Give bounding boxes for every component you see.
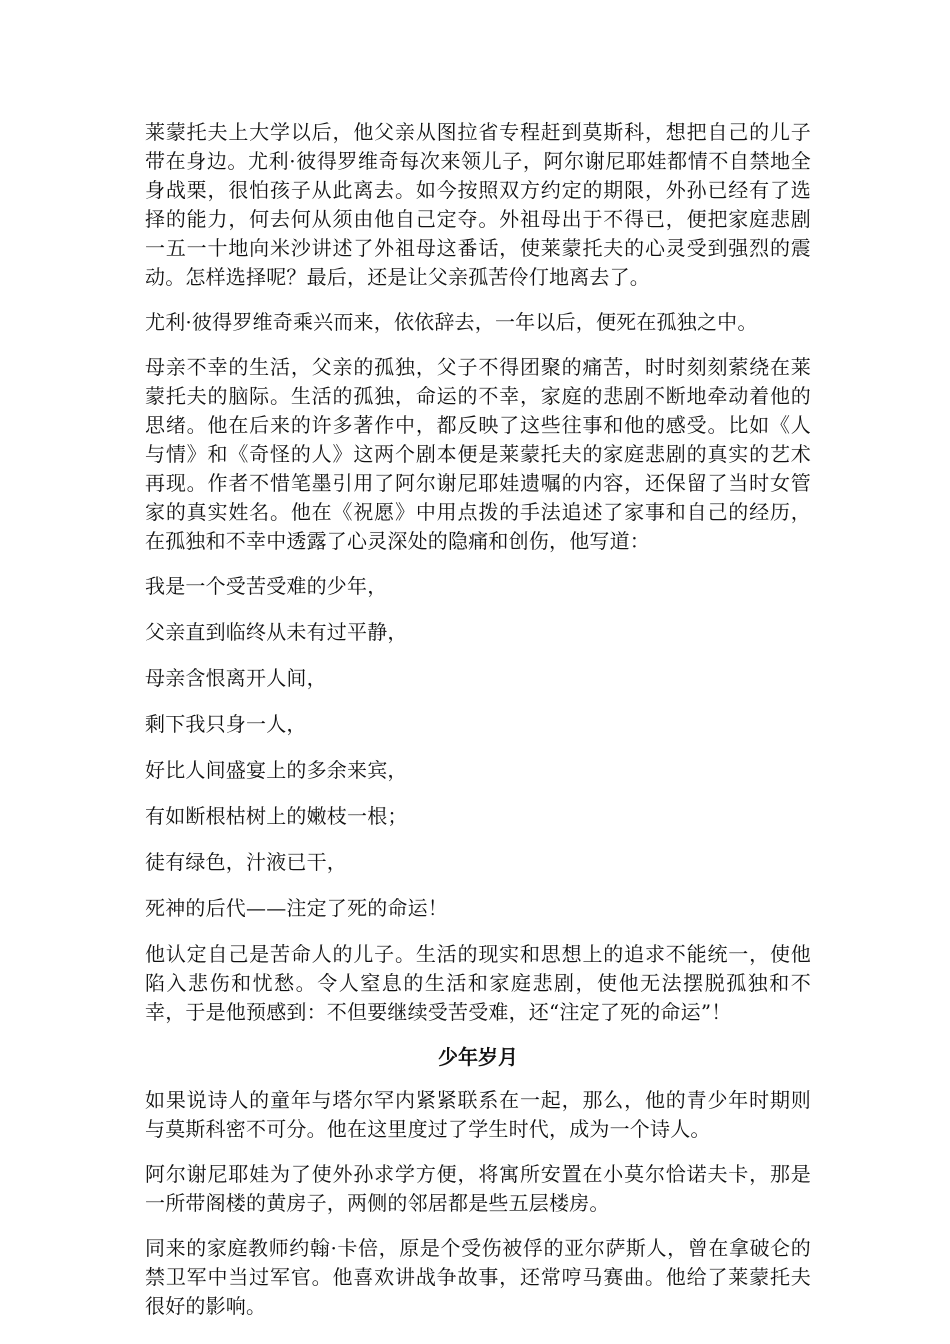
poem-line: 剩下我只身一人， — [145, 712, 307, 736]
poem — [145, 572, 811, 923]
poem-line: 好比人间盛宴上的多余来宾， — [145, 758, 408, 782]
paragraph: 他认定自己是苦命人的儿子。生活的现实和思想上的追求不能统一，使他陷入悲伤和忧愁。令人窒息的生活和家庭悲剧，使他无法摆脱孤独和不幸，于是他预感到：不但要继续受苦受难，还“注定了死的命运”！ — [145, 942, 811, 1024]
section-heading: 少年岁月 — [438, 1045, 518, 1069]
poem-line: 有如断根枯树上的嫩枝一根； — [145, 804, 408, 828]
paragraph: 尤利·彼得罗维奇乘兴而来，依依辞去，一年以后，便死在孤独之中。 — [145, 310, 758, 334]
paragraph: 阿尔谢尼耶娃为了使外孙求学方便，将寓所安置在小莫尔恰诺夫卡，那是一所带阁楼的黄房子，两侧的邻居都是些五层楼房。 — [145, 1162, 811, 1215]
poem-line: 我是一个受苦受难的少年， — [145, 574, 388, 598]
document-page — [145, 118, 811, 1337]
poem-line: 母亲含恨离开人间， — [145, 666, 327, 690]
poem-line: 父亲直到临终从未有过平静， — [145, 620, 408, 644]
paragraph: 同来的家庭教师约翰·卡倍，原是个受伤被俘的亚尔萨斯人，曾在拿破仑的禁卫军中当过军官。他喜欢讲战争故事，还常哼马赛曲。他给了莱蒙托夫很好的影响。 — [145, 1236, 811, 1318]
paragraph: 母亲不幸的生活，父亲的孤独，父子不得团聚的痛苦，时时刻刻萦绕在莱蒙托夫的脑际。生活的孤独，命运的不幸，家庭的悲剧不断地牵动着他的思绪。他在后来的许多著作中，都反映了这些往事和他的感受。比如《人与情》和《奇怪的人》这两个剧本便是莱蒙托夫的家庭悲剧的真实的艺术再现。作者不惜笔墨引用了阿尔谢尼耶娃遗嘱的内容，还保留了当时女管家的真实姓名。他在《祝愿》中用点拨的手法追述了家事和自己的经历，在孤独和不幸中透露了心灵深处的隐痛和创伤，他写道： — [145, 355, 811, 553]
paragraph: 如果说诗人的童年与塔尔罕内紧紧联系在一起，那么，他的青少年时期则与莫斯科密不可分。他在这里度过了学生时代，成为一个诗人。 — [145, 1088, 811, 1141]
poem-line: 死神的后代——注定了死的命运！ — [145, 896, 448, 920]
paragraph: 莱蒙托夫上大学以后，他父亲从图拉省专程赶到莫斯科，想把自己的儿子带在身边。尤利·彼得罗维奇每次来领儿子，阿尔谢尼耶娃都情不自禁地全身战栗，很怕孩子从此离去。如今按照双方约定的期限，外孙已经有了选择的能力，何去何从须由他自己定夺。外祖母出于不得已，便把家庭悲剧一五一十地向米沙讲述了外祖母这番话，使莱蒙托夫的心灵受到强烈的震动。怎样选择呢？最后，还是让父亲孤苦伶仃地离去了。 — [145, 120, 811, 289]
poem-line: 徒有绿色，汁液已干， — [145, 850, 347, 874]
